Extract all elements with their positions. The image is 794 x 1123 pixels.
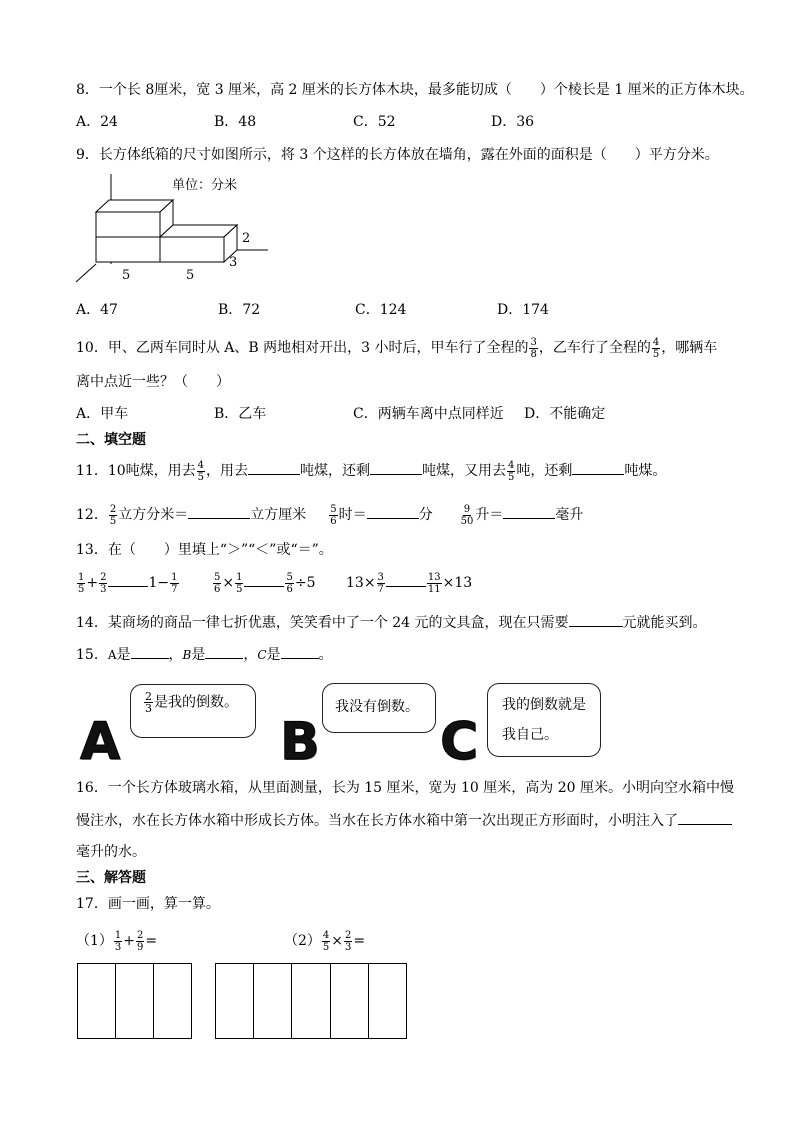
q15-blank-b[interactable] <box>205 644 243 659</box>
q13-blank-3[interactable] <box>386 572 426 587</box>
q11-blank-2[interactable] <box>370 460 422 475</box>
q16-line1: 16．一个长方体玻璃水箱，从里面测量，长为 15 厘米，宽为 10 厘米，高为 20 厘米。小明向空水箱中慢 <box>76 780 734 796</box>
section-answers: 三、解答题 <box>76 870 146 886</box>
q17-grid-1[interactable] <box>77 963 192 1039</box>
q11-fraction-2: $\frac{4}{5}$ <box>508 459 515 483</box>
q12-fraction-2: $\frac{5}{6}$ <box>330 503 337 527</box>
q13-expr-2: $\frac{5}{6}$ × $\frac{1}{5}$ $\frac{5}{6}$ ÷5 <box>214 571 316 595</box>
q11-blank-3[interactable] <box>572 460 624 475</box>
q14-blank[interactable] <box>569 612 623 627</box>
q10-text-1: 10．甲、乙两车同时从 A、B 两地相对开出，3 小时后，甲车行了全程的 <box>76 340 529 356</box>
q11-blank-1[interactable] <box>248 460 300 475</box>
q10-stem-line1 <box>76 336 717 360</box>
q8-option-c: C．52 <box>353 114 396 130</box>
q9-dim-depth: 3 <box>229 255 238 270</box>
q15-blank-c[interactable] <box>281 644 319 659</box>
bubble-b: 我没有倒数。 <box>322 683 436 733</box>
q13-expr-1: $\frac{1}{5}$ + $\frac{2}{3}$ 1− $\frac{1}{7}$ <box>78 571 178 595</box>
q8-option-a: A．24 <box>76 114 118 130</box>
q12-blank-3[interactable] <box>503 504 555 519</box>
bubble-a: $\frac{2}{3}$ 是我的倒数。 <box>130 684 256 738</box>
q9-option-b: B．72 <box>218 302 261 318</box>
q11-stem: 11．10吨煤，用去 $\frac{4}{5}$ ，用去 吨煤，还剩 吨煤，又用去 $\frac{4}{5}$ 吨，还剩 吨煤。 <box>76 459 667 483</box>
bubble-c: 我的倒数就是 我自己。 <box>487 683 601 757</box>
q12-stem: 12． $\frac{2}{5}$ 立方分米＝ 立方厘米 $\frac{5}{6}$ 时＝ 分 $\frac{9}{50}$ 升＝ 毫升 <box>76 503 584 527</box>
q10-option-d: D．不能确定 <box>524 406 606 422</box>
q10-option-a: A．甲车 <box>76 406 129 422</box>
q8-stem: 8．一个长 8厘米，宽 3 厘米，高 2 厘米的长方体木块，最多能切成（ ）个棱长是 1 厘米的正方体木块。 <box>76 82 754 98</box>
q17-grid-2[interactable] <box>215 963 407 1039</box>
q10-fraction-1: $\frac{3}{8}$ <box>530 336 537 360</box>
q17-stem: 17．画一画，算一算。 <box>76 896 220 912</box>
q10-option-c: C．两辆车离中点同样近 <box>353 406 504 422</box>
q12-fraction-3: $\frac{9}{50}$ <box>460 503 474 527</box>
q16-line3: 毫升的水。 <box>76 844 146 860</box>
q12-fraction-1: $\frac{2}{5}$ <box>109 503 117 527</box>
q12-blank-1[interactable] <box>188 504 250 519</box>
section-fill-in: 二、填空题 <box>76 432 146 448</box>
q10-text-3: ，哪辆车 <box>661 340 718 356</box>
q14-stem: 14．某商场的商品一律七折优惠，笑笑看中了一个 24 元的文具盒，现在只需要 元就能买到。 <box>76 612 707 633</box>
letter-b-figure: B <box>280 712 320 772</box>
q9-dim-height: 2 <box>242 231 251 246</box>
q13-stem: 13．在（ ）里填上“＞”“＜”或“＝”。 <box>76 542 333 558</box>
q10-option-b: B．乙车 <box>214 406 267 422</box>
q8-option-d: D．36 <box>491 114 535 130</box>
q17-part2: （2） $\frac{4}{5}$ × $\frac{2}{3}$ = <box>284 929 366 953</box>
q13-blank-2[interactable] <box>244 572 284 587</box>
letter-c-figure: C <box>440 712 479 772</box>
q9-unit-label: 单位：分米 <box>172 178 238 193</box>
q15-stem: 15．A是 ，B是 ，C是 。 <box>76 644 333 665</box>
q13-expr-3: 13× $\frac{3}{7}$ $\frac{13}{11}$ ×13 <box>346 571 473 595</box>
q13-blank-1[interactable] <box>108 572 148 587</box>
q11-fraction-1: $\frac{4}{5}$ <box>197 459 205 483</box>
q8-option-b: B．48 <box>214 114 257 130</box>
q17-part1: （1） $\frac{1}{3}$ + $\frac{2}{9}$ = <box>76 929 158 953</box>
q16-line2: 慢注水，水在长方体水箱中形成长方体。当水在长方体水箱中第一次出现正方形面时，小明注入了 <box>76 810 732 831</box>
q9-option-d: D．174 <box>497 302 549 318</box>
q9-option-c: C．124 <box>355 302 407 318</box>
letter-a-figure: A <box>80 712 121 772</box>
q10-stem-line2: 离中点近一些？（ ） <box>76 374 230 390</box>
q12-blank-2[interactable] <box>367 504 419 519</box>
q9-stem: 9．长方体纸箱的尺寸如图所示，将 3 个这样的长方体放在墙角，露在外面的面积是（ ）平方分米。 <box>76 147 719 163</box>
q9-dim-length-b: 5 <box>186 268 195 283</box>
q10-text-2: ，乙车行了全程的 <box>538 340 651 356</box>
q15-blank-a[interactable] <box>131 644 169 659</box>
q9-dim-length-a: 5 <box>122 268 131 283</box>
q9-option-a: A．47 <box>76 302 118 318</box>
q16-blank[interactable] <box>678 810 732 825</box>
q10-fraction-2: $\frac{4}{5}$ <box>652 336 660 360</box>
